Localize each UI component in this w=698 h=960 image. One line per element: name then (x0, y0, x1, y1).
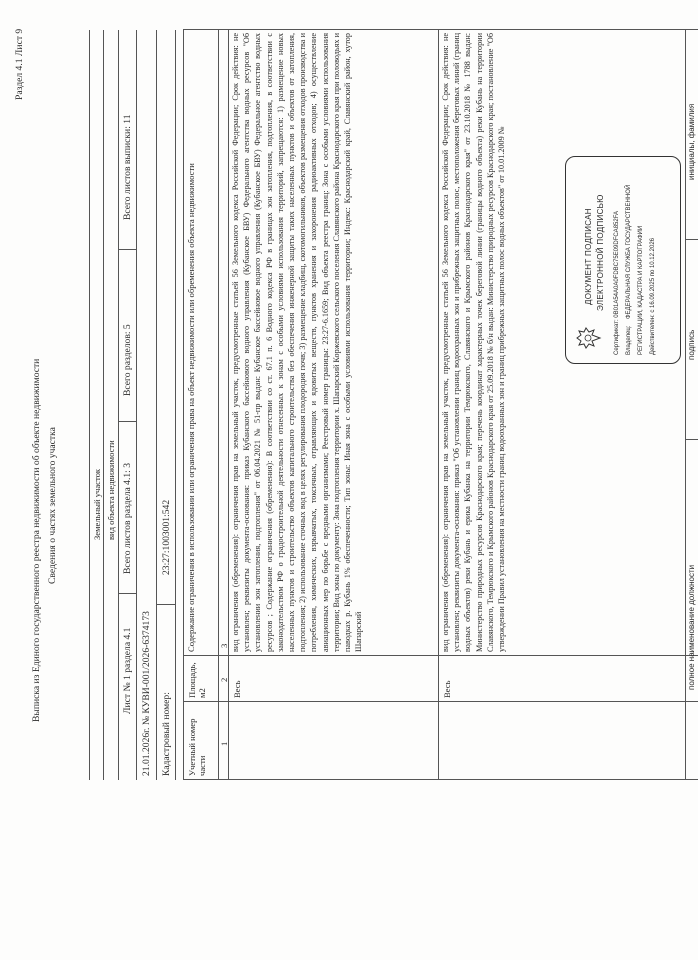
border-line (156, 604, 175, 605)
table-border (218, 30, 219, 780)
border-line (175, 30, 176, 780)
table-border (183, 701, 698, 702)
border-line (136, 30, 137, 780)
signature-caption: подпись (687, 329, 696, 360)
request-reference: 21.01.2026г. № КУВИ-001/2026-6374173 (141, 611, 152, 776)
header-content: Содержание ограничения в использовании или ограничения права на объект недвижимости или обременения объекта недвижимости (186, 163, 196, 652)
stamp-owner-line2: РЕГИСТРАЦИИ, КАДАСТРА И КАРТОГРАФИИ (638, 225, 644, 355)
table-border (183, 30, 184, 780)
sheets-total: Всего листов выписки: 11 (122, 114, 133, 220)
stamp-certificate: Сертификат: 0B01A54A0A0FDBC75E09DFCA852FA (614, 210, 620, 355)
table-border (438, 30, 439, 780)
object-type-value: Земельный участок (92, 468, 102, 540)
header-part-number: Учетный номер части (187, 718, 207, 776)
table-border (183, 29, 698, 30)
coat-of-arms-icon (574, 323, 604, 353)
border-line (103, 30, 104, 780)
border-line (156, 30, 157, 780)
table-border (183, 655, 698, 656)
cadastral-number: 23:27:1003001:542 (161, 499, 172, 575)
stamp-validity: Действителен: с 16.09.2025 по 10.12.2026 (650, 238, 656, 355)
sheet-number: Лист № 1 раздела 4.1 (122, 627, 133, 714)
stamp-owner-label: Владелец: (626, 325, 632, 355)
cadastral-label: Кадастровый номер: (161, 692, 172, 776)
col-number-1: 1 (219, 741, 229, 746)
document-subtitle: Сведения о частях земельного участка (47, 427, 58, 584)
stamp-owner-line1: ФЕДЕРАЛЬНАЯ СЛУЖБА ГОСУДАРСТВЕННОЙ (626, 184, 632, 319)
row2-area: Весь (442, 680, 452, 698)
border-line (118, 249, 136, 250)
footer-border (685, 439, 698, 440)
name-caption: инициалы, фамилия (687, 103, 696, 180)
position-caption: полное наименование должности (687, 564, 696, 690)
footer-border (685, 30, 686, 780)
object-type-caption: вид объекта недвижимости (106, 440, 116, 540)
page-label: Раздел 4.1 Лист 9 (14, 28, 25, 100)
header-area: Площадь, м2 (187, 662, 207, 698)
electronic-signature-stamp (565, 156, 681, 364)
footer-border (685, 239, 698, 240)
document-title: Выписка из Единого государственного реестра недвижимости об объекте недвижимости (31, 358, 42, 722)
col-number-3: 3 (219, 643, 229, 648)
col-number-2: 2 (219, 677, 229, 682)
row2-restriction-text: вид ограничения (обременения): ограничения прав на земельный участок, предусмотренные статьей 56 Земельного кодекса Российской Федерации; Срок действия: не установлен; реквизиты документа-основания: приказ "Об установлении границ водоохранных зон и прибрежных защитных полос, местоположения береговых линий (границ водных объектов) реки Кубань и ерика Кубанка на территории Темрюкского, Славянского и Крымского районов Краснодарского края" от 23.10.2018 № 1788 выдан: Министерство природных ресурсов Краснодарского края; перечень координат характерных точек береговой линии (границы водного объекта) реки Кубань на территории Славянского, Темрюкского и Крымского районов Краснодарского края от 25.09.2018 № б/н выдан: Министерство природных ресурсов Краснодарского края; постановление "Об утверждении Правил установления на местности границ водоохранных зон и границ прибрежных защитных полос водных объектов" от 10.01.2009 № (441, 33, 507, 652)
row1-restriction-text: вид ограничения (обременения): ограничения прав на земельный участок, предусмотренные статьей 56 Земельного кодекса Российской Федерации; Срок действия: не установлен; реквизиты документа-основания: приказ Кубанского бассейнового водного управления (Кубанское БВУ) Федерального агентства водных ресурсов "Об установлении зон затопления, подтопления" от 06.04.2021 № 51-пр выдан: Кубанское бассейновое водного управления (Кубанское БВУ) Федеральное агентство водных ресурсов ; Содержание ограничения (обременения): В соответствии со ст. 67.1 п. 6 Водного кодекса РФ в границах зон затопления, подтопления, в соответствии с законодательством РФ о градостроительной деятельности отнесенных к зонам с особыми условиями использования территорий, запрещаются: 1) размещение новых населенных пунктов и строительство объектов капитального строительства без обеспечения инженерной защиты таких населенных пунктов и объектов от затопления, подтопления; 2) использование сточных вод в целях регулирования плодородия почв; 3) размещение кладбищ, скотомогильников, объектов размещения отходов производства и потребления, химических, взрывчатых, токсичных, отравляющих и ядовитых веществ, пунктов хранения и захоронения радиоактивных отходов; 4) осуществление авиационных мер по борьбе с вредными организмами; Реестровый номер границы: 23:27-6.1659; Вид объекта реестра границ: Зона с особыми условиями использования территории; Вид зоны по документу: Зона подтопления территории х. Шапарский Коржевского сельского поселения Славянского района Краснодарского края при половодьях и паводках р. Кубань 1% обеспеченности; Тип зоны: Иная зона с особыми условиями использования территории; Индекс: Краснодарский край, Славянский район, хутор Шапарский (231, 33, 364, 652)
border-line (118, 30, 119, 780)
border-line (118, 593, 136, 594)
table-border (228, 30, 229, 780)
table-border (183, 779, 698, 780)
border-line (89, 30, 90, 780)
border-line (118, 421, 136, 422)
sheets-in-section: Всего листов раздела 4.1: 3 (122, 462, 133, 574)
sections-total: Всего разделов: 5 (122, 324, 133, 396)
stamp-title-line2: ЭЛЕКТРОННОЙ ПОДПИСЬЮ (596, 194, 605, 311)
stamp-title-line1: ДОКУМЕНТ ПОДПИСАН (584, 208, 593, 305)
row1-area: Весь (232, 680, 242, 698)
